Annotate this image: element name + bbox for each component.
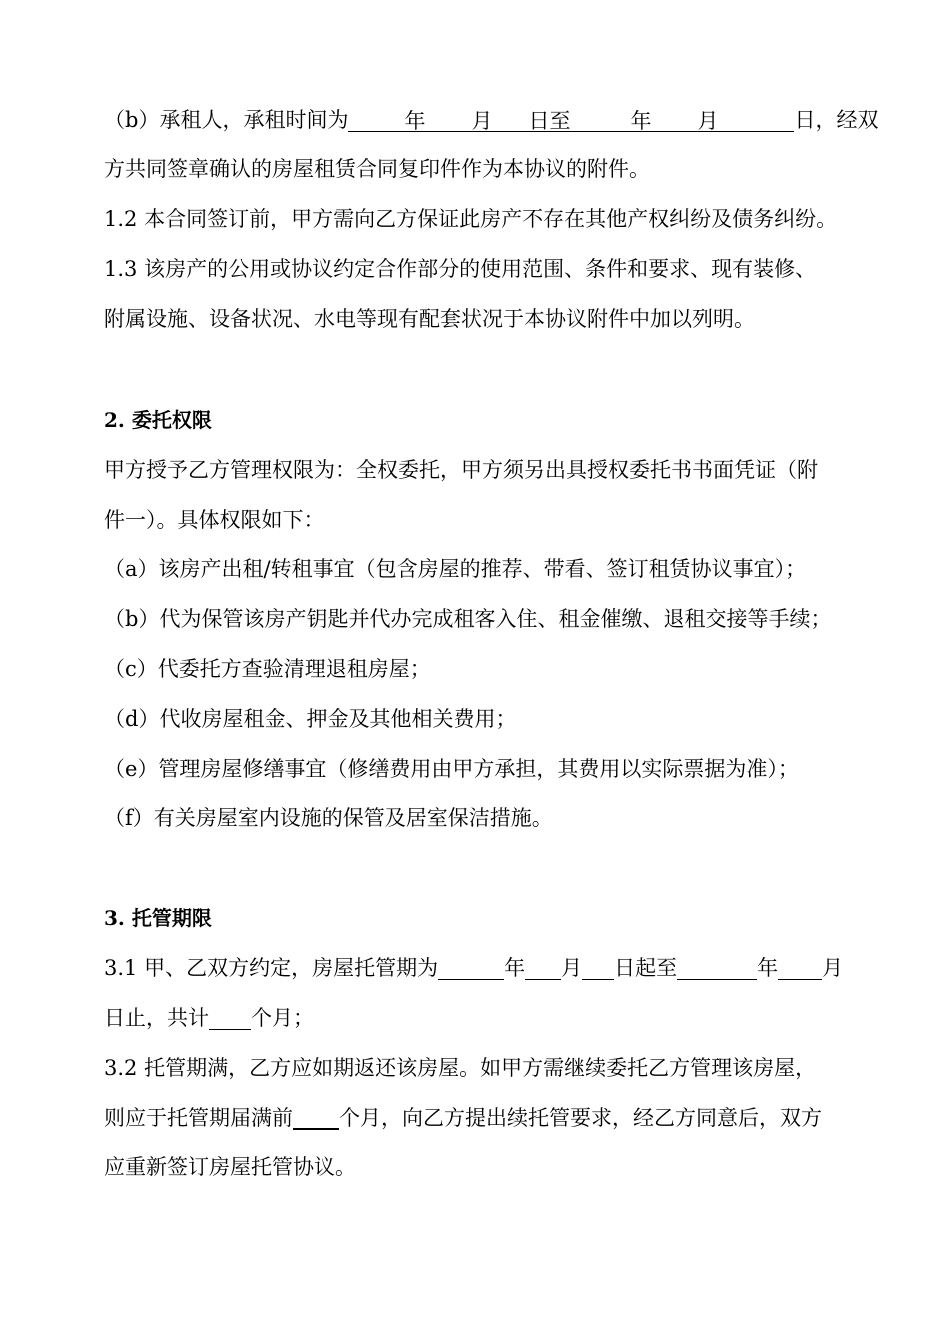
clause-3-1-line2 <box>104 1006 874 1030</box>
clause-3-2-line3: 应重新签订房屋托管协议。 <box>104 1155 356 1179</box>
clause-1-2: 1.2 本合同签订前，甲方需向乙方保证此房产不存在其他产权纠纷及债务纠纷。 <box>104 207 838 231</box>
year-label: 年 <box>630 109 652 133</box>
end-year-blank[interactable] <box>677 957 757 980</box>
clause-1-1-b-line2: 方共同签章确认的房屋租赁合同复印件作为本协议的附件。 <box>104 157 650 181</box>
clause-3-1-line1 <box>104 956 874 980</box>
authority-item-a: （a）该房产出租/转租事宜（包含房屋的推荐、带看、签订租赁协议事宜）； <box>104 557 807 581</box>
section-2-intro-line2: 件一）。具体权限如下： <box>104 508 325 532</box>
authority-item-e: （e）管理房屋修缮事宜（修缮费用由甲方承担，其费用以实际票据为准）； <box>104 757 799 781</box>
month-label: 月 <box>822 956 844 980</box>
clause-text: ，经双 <box>815 108 879 132</box>
section-3-heading: 3. 托管期限 <box>104 906 212 930</box>
end-month-blank[interactable] <box>778 957 822 980</box>
year-label: 年 <box>504 956 526 980</box>
month-label: 月 <box>471 109 493 133</box>
section-2-intro-line1: 甲方授予乙方管理权限为：全权委托，甲方须另出具授权委托书书面凭证（附 <box>104 458 818 482</box>
day-to-label: 日至 <box>528 109 571 133</box>
year-label: 年 <box>404 109 426 133</box>
authority-item-d: （d）代收房屋租金、押金及其他相关费用； <box>104 707 517 731</box>
section-2-heading: 2. 委托权限 <box>104 408 212 432</box>
clause-text: 个月，向乙方提出续托管要求，经乙方同意后，双方 <box>339 1106 822 1130</box>
day-label: 日 <box>794 108 816 132</box>
authority-item-f: （f）有关房屋室内设施的保管及居室保洁措施。 <box>104 806 553 830</box>
clause-text: 个月； <box>251 1006 314 1030</box>
clause-1-1-b-line1 <box>104 108 879 133</box>
day-from-label: 日起至 <box>614 956 678 980</box>
clause-1-3-line1: 1.3 该房产的公用或协议约定合作部分的使用范围、条件和要求、现有装修、 <box>104 257 817 281</box>
clause-text: （b）承租人，承租时间为 <box>104 108 349 132</box>
authority-item-c: （c）代委托方查验清理退租房屋； <box>104 657 431 681</box>
lease-period-blank[interactable] <box>348 109 794 132</box>
start-year-blank[interactable] <box>438 957 504 980</box>
clause-text: 日止，共计 <box>104 1006 209 1030</box>
month-label: 月 <box>697 109 719 133</box>
start-month-blank[interactable] <box>525 957 561 980</box>
authority-item-b: （b）代为保管该房产钥匙并代办完成租客入住、租金催缴、退租交接等手续； <box>104 607 832 631</box>
clause-3-2-line1: 3.2 托管期满，乙方应如期返还该房屋。如甲方需继续委托乙方管理该房屋， <box>104 1056 817 1080</box>
year-label: 年 <box>757 956 779 980</box>
clause-1-3-line2: 附属设施、设备状况、水电等现有配套状况于本协议附件中加以列明。 <box>104 307 755 331</box>
clause-3-2-line2 <box>104 1106 874 1130</box>
start-day-blank[interactable] <box>582 957 614 980</box>
clause-text: 则应于托管期届满前 <box>104 1106 293 1130</box>
notice-months-blank[interactable] <box>293 1106 339 1130</box>
month-label: 月 <box>561 956 583 980</box>
clause-text: 3.1 甲、乙双方约定，房屋托管期为 <box>104 956 439 980</box>
total-months-blank[interactable] <box>209 1007 251 1030</box>
